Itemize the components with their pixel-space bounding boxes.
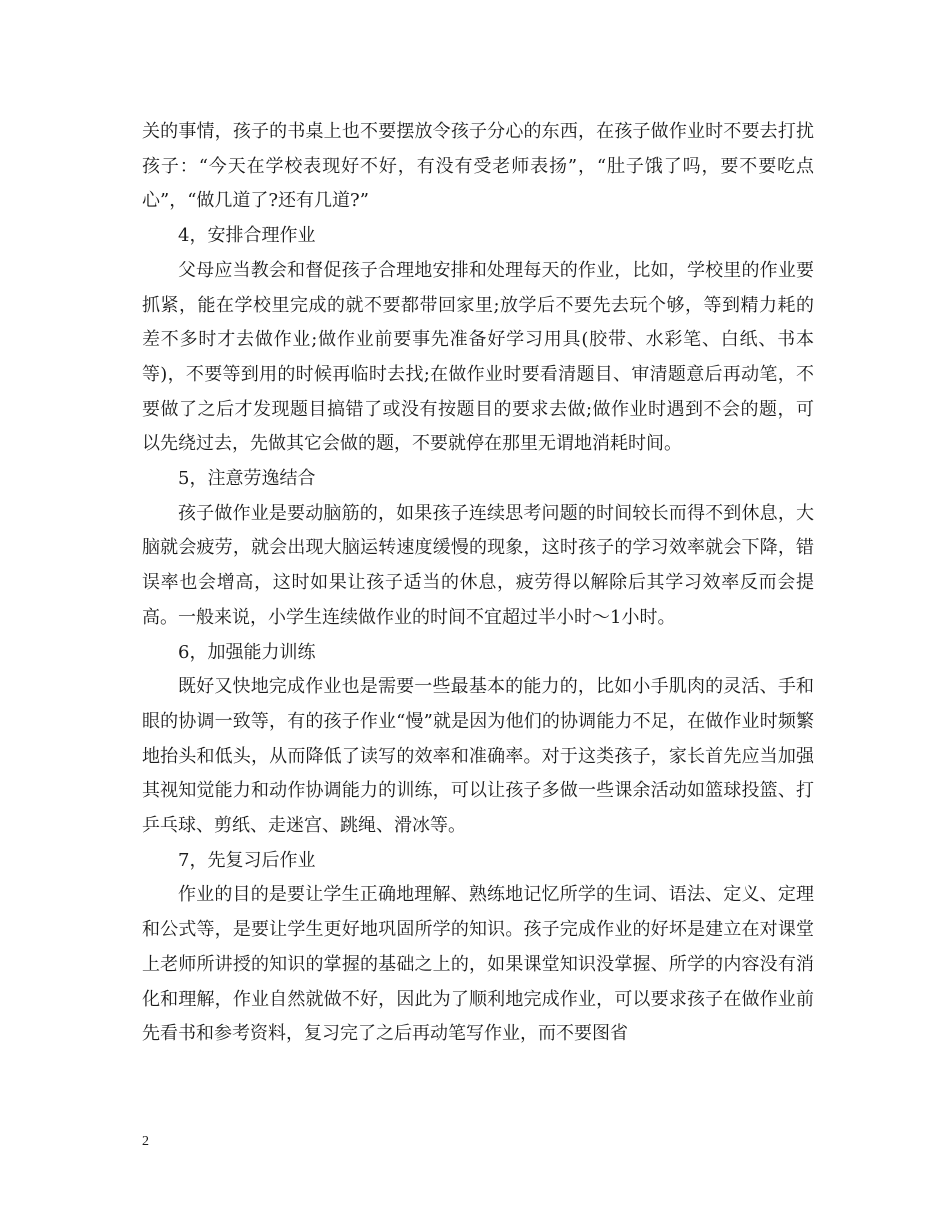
document-body (142, 115, 814, 1052)
page-number: 2 (142, 1134, 149, 1149)
paragraph-continued: 关的事情，孩子的书桌上也不要摆放令孩子分心的东西，在孩子做作业时不要去打扰孩子：“今天在学校表现好不好，有没有受老师表扬”，“肚子饿了吗，要不要吃点心”，“做几道了?还有几道?” (142, 121, 814, 212)
paragraph-review-first: 作业的目的是要让学生正确地理解、熟练地记忆所学的生词、语法、定义、定理和公式等，是要让学生更好地巩固所学的知识。孩子完成作业的好坏是建立在对课堂上老师所讲授的知识的掌握的基础之上的，如果课堂知识没掌握、所学的内容没有消化和理解，作业自然就做不好，因此为了顺利地完成作业，可以要求孩子在做作业前先看书和参考资料，复习完了之后再动笔写作业，而不要图省 (142, 884, 814, 1045)
paragraph-work-rest-balance: 孩子做作业是要动脑筋的，如果孩子连续思考问题的时间较长而得不到休息，大脑就会疲劳，就会出现大脑运转速度缓慢的现象，这时孩子的学习效率就会下降，错误率也会增高，这时如果让孩子适当的休息，疲劳得以解除后其学习效率反而会提高。一般来说，小学生连续做作业的时间不宜超过半小时～1小时。 (142, 502, 814, 628)
section-heading-7: 7，先复习后作业 (178, 849, 316, 871)
paragraph-arrange-homework: 父母应当教会和督促孩子合理地安排和处理每天的作业，比如，学校里的作业要抓紧，能在学校里完成的就不要都带回家里;放学后不要先去玩个够，等到精力耗的差不多时才去做作业;做作业前要事先准备好学习用具(胶带、水彩笔、白纸、书本等)，不要等到用的时候再临时去找;在做作业时要看清题目、审清题意后再动笔，不要做了之后才发现题目搞错了或没有按题目的要求去做;做作业时遇到不会的题，可以先绕过去，先做其它会做的题，不要就停在那里无谓地消耗时间。 (142, 259, 814, 455)
paragraph-ability-training: 既好又快地完成作业也是需要一些最基本的能力的，比如小手肌肉的灵活、手和眼的协调一致等，有的孩子作业“慢”就是因为他们的协调能力不足，在做作业时频繁地抬头和低头，从而降低了读写的效率和准确率。对于这类孩子，家长首先应当加强其视知觉能力和动作协调能力的训练，可以让孩子多做一些课余活动如篮球投篮、打乒乓球、剪纸、走迷宫、跳绳、滑冰等。 (142, 676, 814, 837)
section-heading-5: 5，注意劳逸结合 (178, 468, 316, 490)
section-heading-4: 4，安排合理作业 (178, 225, 316, 247)
section-heading-6: 6，加强能力训练 (178, 641, 316, 663)
